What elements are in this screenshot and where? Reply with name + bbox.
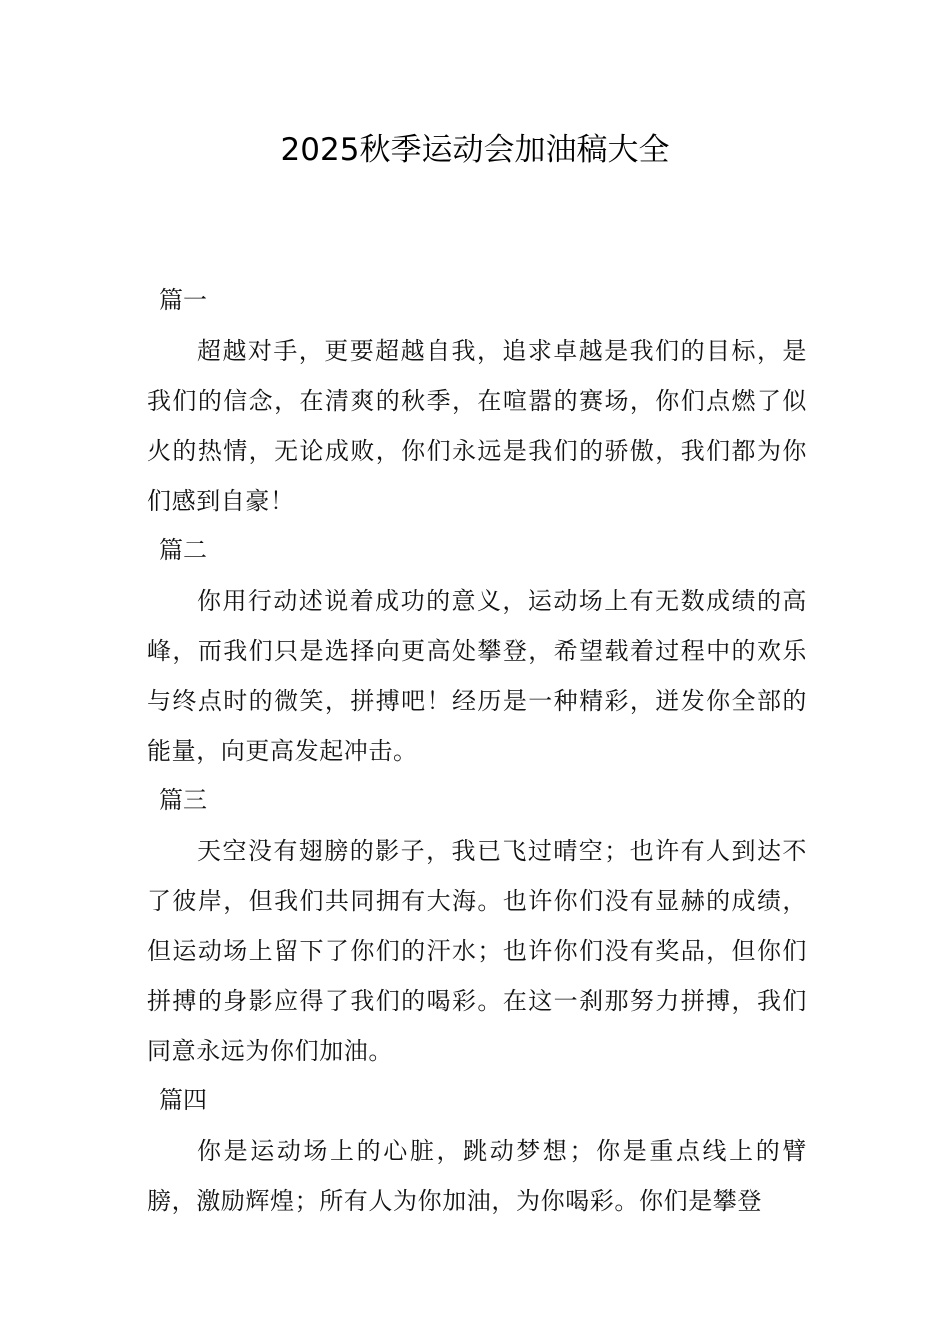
section-4: [147, 1076, 807, 1226]
section-paragraph: 超越对手，更要超越自我，追求卓越是我们的目标，是我们的信念，在清爽的秋季，在喧嚣的赛场，你们点燃了似火的热情，无论成败，你们永远是我们的骄傲，我们都为你们感到自豪！: [147, 337, 807, 515]
section-heading: 篇三: [159, 786, 207, 814]
section-3: [147, 776, 807, 1076]
section-paragraph: 你是运动场上的心脏，跳动梦想；你是重点线上的臂膀，激励辉煌；所有人为你加油，为你喝彩。你们是攀登: [147, 1137, 807, 1215]
section-heading: 篇一: [159, 286, 207, 314]
section-2: [147, 526, 807, 776]
section-1: [147, 276, 807, 526]
section-heading: 篇四: [159, 1086, 207, 1114]
document-body: [147, 276, 807, 1226]
section-heading: 篇二: [159, 536, 207, 564]
section-paragraph: 你用行动述说着成功的意义，运动场上有无数成绩的高峰，而我们只是选择向更高处攀登，希望载着过程中的欢乐与终点时的微笑，拼搏吧！经历是一种精彩，迸发你全部的能量，向更高发起冲击。: [147, 587, 807, 765]
document-title: 2025秋季运动会加油稿大全: [280, 132, 670, 168]
section-paragraph: 天空没有翅膀的影子，我已飞过晴空；也许有人到达不了彼岸，但我们共同拥有大海。也许你们没有显赫的成绩，但运动场上留下了你们的汗水；也许你们没有奖品，但你们拼搏的身影应得了我们的喝彩。在这一刹那努力拼搏，我们同意永远为你们加油。: [147, 837, 807, 1065]
